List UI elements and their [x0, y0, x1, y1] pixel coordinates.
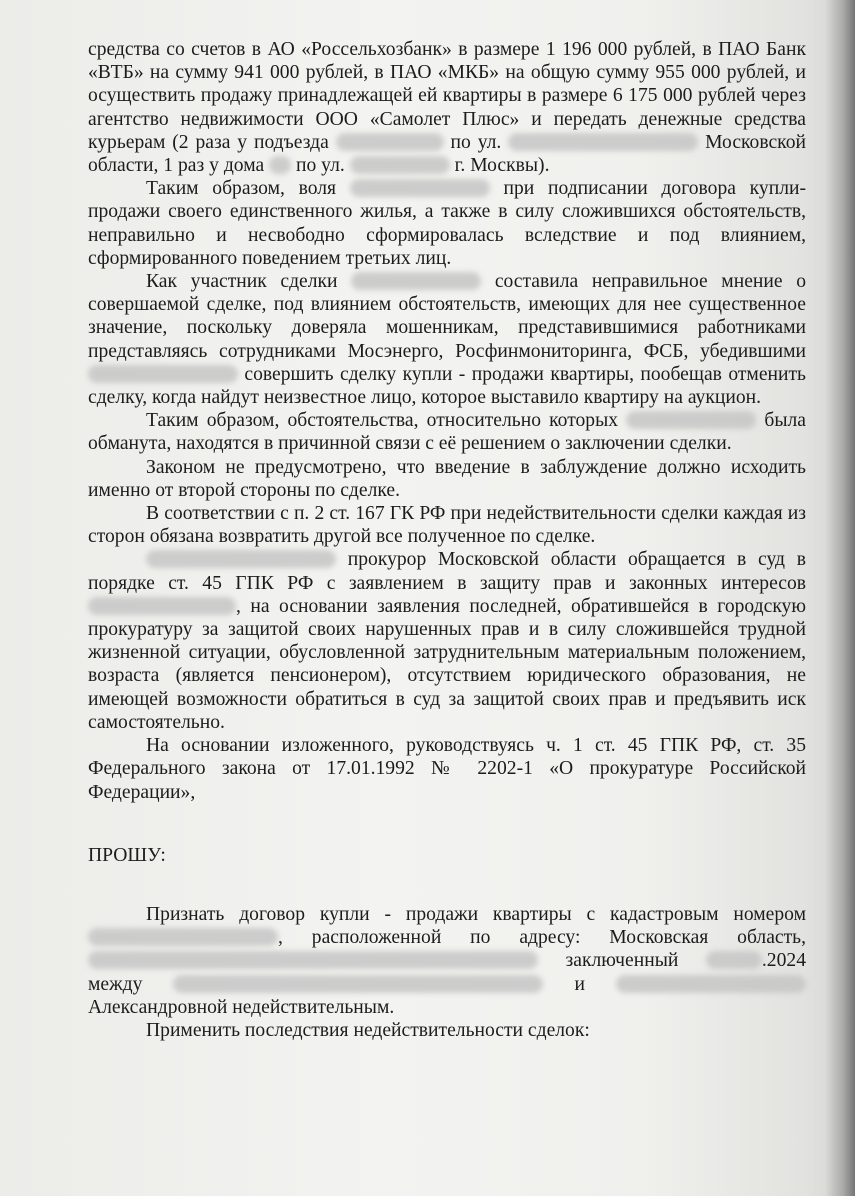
paragraph-prosecutor: прокурор Московской области обращается в суд в порядке ст. 45 ГПК РФ с заявлением в защиту прав и законных интересов , на основании заявления последней, обратившейся в городскую прокуратуру за защитой своих нарушенных прав и в силу сложившейся трудной жизненной ситуации, обусловленной затруднительным материальным положением, возраста (является пенсионером), отсутствием юридического образования, не имеющей возможности обратиться в суд за защитой своих прав и предъявить иск самостоятельно.: [88, 549, 806, 733]
redaction: [351, 272, 481, 290]
paragraph-article-167: В соответствии с п. 2 ст. 167 ГК РФ при недействительности сделки каждая из сторон обязана возвратить другой все полученное по сделке.: [88, 503, 806, 548]
paragraph-consequences: Применить последствия недействительности сделок:: [146, 1019, 590, 1041]
redaction: [336, 133, 444, 151]
redaction: [616, 975, 806, 993]
paragraph-circumstances: Таким образом, обстоятельства, относительно которых была обманута, находятся в причинной связи с её решением о заключении сделки.: [88, 410, 806, 455]
paragraph-basis: На основании изложенного, руководствуясь ч. 1 ст. 45 ГПК РФ, ст. 35 Федерального закона от 17.01.1992 № 2202-1 «О прокуратуре Российской Федерации»,: [88, 735, 806, 803]
redaction: [508, 133, 698, 151]
redaction: [88, 951, 538, 969]
redaction: [146, 550, 336, 568]
document-body: [88, 38, 806, 1042]
redaction: [88, 597, 236, 615]
paragraph-transfer-funds: средства со счетов в АО «Россельхозбанк» в размере 1 196 000 рублей, в ПАО Банк «ВТБ» на сумму 941 000 рублей, в ПАО «МКБ» на общую сумму 955 000 рублей, и осуществить продажу принадлежащей ей квартиры в размере 6 175 000 рублей через агентство недвижимости ООО «Самолет Плюс» и передать денежные средства курьерам (2 раза у подъезда по ул. Московской области, 1 раз у дома по ул. г. Москвы).: [88, 39, 806, 177]
redaction: [350, 156, 450, 174]
redaction: [626, 411, 756, 429]
redaction: [350, 179, 490, 197]
redaction: [173, 975, 543, 993]
redaction: [706, 951, 762, 969]
paragraph-request-invalid: Признать договор купли - продажи квартиры с кадастровым номером , расположенной по адресу: Московская область, заключенный .2024 между и Александровной недействительным.: [88, 903, 806, 1018]
paragraph-will-formed: Таким образом, воля при подписании договора купли-продажи своего единственного жилья, а также в силу сложившихся обстоятельств, неправильно и несвободно сформировалась вследствие и под влиянием, сформированного поведением третьих лиц.: [88, 178, 806, 269]
page-edge-shadow: [825, 0, 855, 1196]
redaction: [88, 928, 278, 946]
redaction: [269, 156, 291, 174]
request-heading: ПРОШУ:: [88, 844, 166, 866]
paragraph-law: Законом не предусмотрено, что введение в заблуждение должно исходить именно от второй стороны по сделке.: [88, 456, 806, 501]
redaction: [88, 365, 238, 383]
paragraph-participant: Как участник сделки составила неправильное мнение о совершаемой сделке, под влиянием обстоятельств, имеющих для нее существенное значение, поскольку доверяла мошенникам, представившимися работниками представляясь сотрудниками Мосэнерго, Росфинмониторинга, ФСБ, убедившими совершить сделку купли - продажи квартиры, пообещав отменить сделку, когда найдут неизвестное лицо, которое выставило квартиру на аукцион.: [88, 271, 806, 409]
